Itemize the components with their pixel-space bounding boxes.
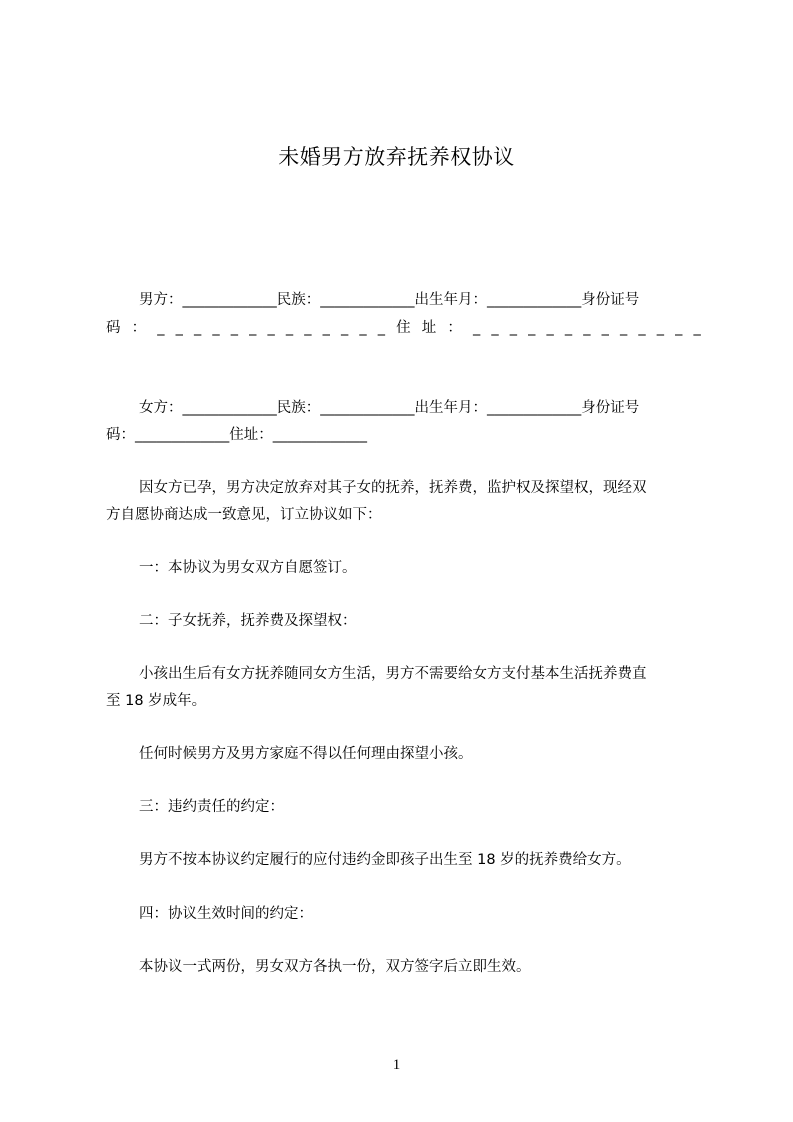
male-id-label-char: 码 <box>106 320 121 336</box>
section-3-heading: 三：违约责任的约定： <box>139 799 284 815</box>
male-address-blank: _ <box>620 320 628 336</box>
male-id-blank: _ <box>341 320 349 336</box>
female-party-line-1: 女方：_____________民族：_____________出生年月：_____________身份证号 <box>139 400 640 416</box>
page-number: 1 <box>392 1057 401 1073</box>
male-address-blank: _ <box>693 320 701 336</box>
male-address-blank: _ <box>601 320 609 336</box>
male-id-blank: _ <box>175 320 183 336</box>
male-address-blank: _ <box>656 320 664 336</box>
male-address-blank: _ <box>491 320 499 336</box>
male-party-line-2 <box>106 318 701 338</box>
male-id-blank: _ <box>194 320 202 336</box>
preamble-line-1: 因女方已孕，男方决定放弃对其子女的抚养，抚养费，监护权及探望权，现经双 <box>139 480 647 496</box>
male-id-blank: _ <box>359 320 367 336</box>
male-party-line-1: 男方：_____________民族：_____________出生年月：_____________身份证号 <box>139 292 640 308</box>
preamble-line-2: 方自愿协商达成一致意见，订立协议如下： <box>106 507 382 523</box>
section-2-para-1-line-1: 小孩出生后有女方抚养随同女方生活，男方不需要给女方支付基本生活抚养费直 <box>139 666 647 682</box>
section-2-para-1-line-2: 至 18 岁成年。 <box>106 693 207 709</box>
male-id-blank: _ <box>212 320 220 336</box>
male-id-blank: _ <box>322 320 330 336</box>
section-2-para-2: 任何时候男方及男方家庭不得以任何理由探望小孩。 <box>139 746 473 762</box>
male-colon: ： <box>447 320 462 336</box>
male-id-blank: _ <box>230 320 238 336</box>
male-id-blank: _ <box>249 320 257 336</box>
male-address-blank: _ <box>638 320 646 336</box>
male-address-blank: _ <box>564 320 573 336</box>
male-id-blank: _ <box>304 320 312 336</box>
male-address-blank: _ <box>528 320 536 336</box>
male-address-label-char: 住 <box>396 320 411 336</box>
male-address-blank: _ <box>675 320 683 336</box>
female-party-line-2: 码：_____________住址：_____________ <box>106 427 367 443</box>
section-2-heading: 二：子女抚养，抚养费及探望权： <box>139 613 357 629</box>
male-id-blank: _ <box>285 320 294 336</box>
male-address-blank: _ <box>583 320 591 336</box>
section-3-para: 男方不按本协议约定履行的应付违约金即孩子出生至 18 岁的抚养费给女方。 <box>139 852 631 868</box>
male-id-blank: _ <box>377 320 385 336</box>
male-address-blank: _ <box>509 320 517 336</box>
document-title: 未婚男方放弃抚养权协议 <box>278 145 515 169</box>
male-address-blank: _ <box>546 320 554 336</box>
male-colon: ： <box>131 320 147 336</box>
male-id-blank: _ <box>267 320 275 336</box>
male-address-label-char: 址 <box>421 320 437 336</box>
section-4-heading: 四：协议生效时间的约定： <box>139 906 313 922</box>
male-id-blank: _ <box>157 320 165 336</box>
section-1-text: 一：本协议为男女双方自愿签订。 <box>139 560 357 576</box>
male-address-blank: _ <box>473 320 481 336</box>
section-4-para: 本协议一式两份，男女双方各执一份，双方签字后立即生效。 <box>139 959 531 975</box>
